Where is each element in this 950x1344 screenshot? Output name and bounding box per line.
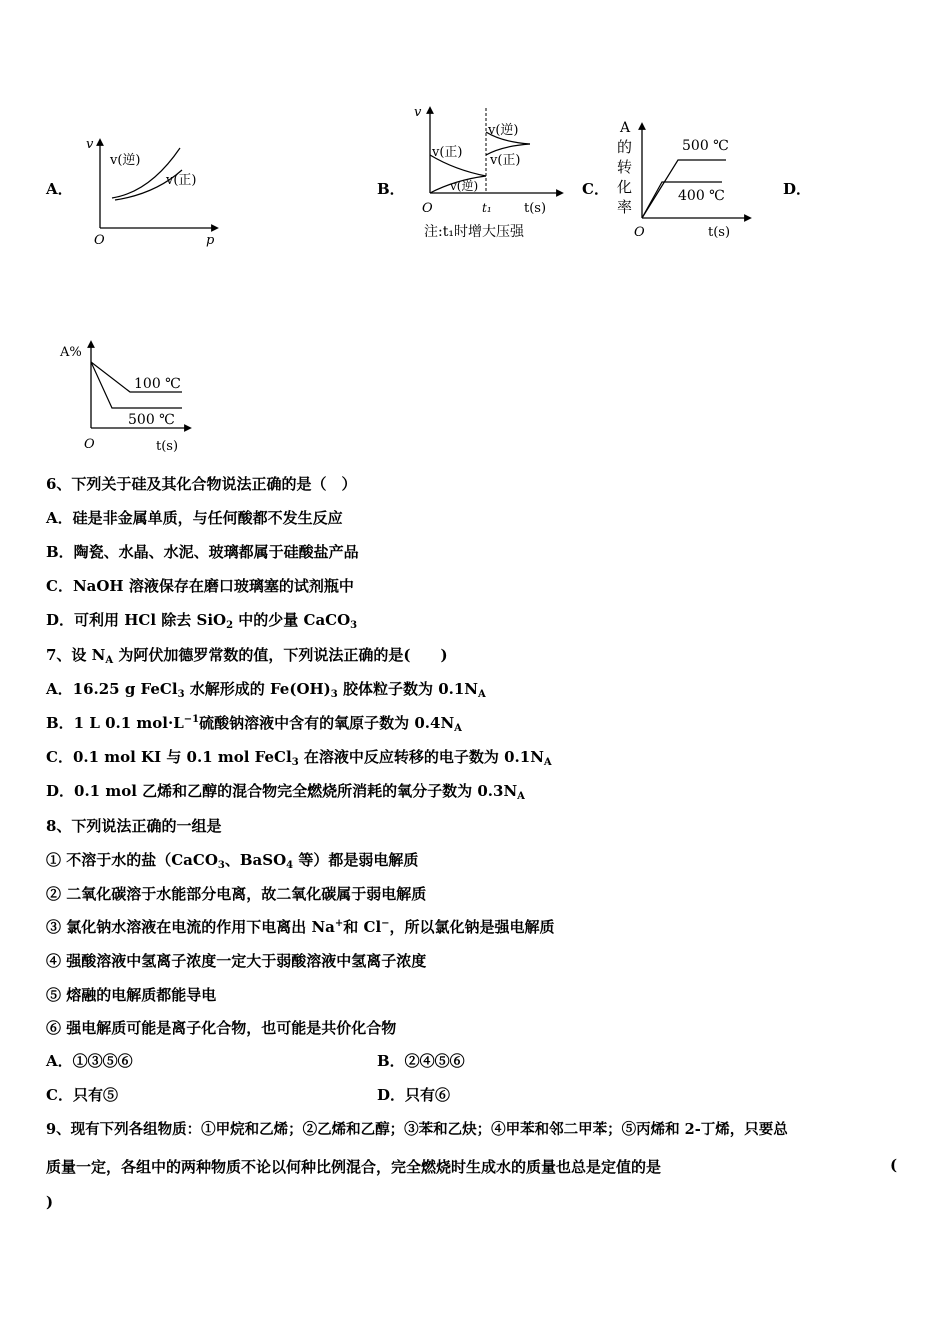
- graph-c-y-char-4: 化: [617, 178, 633, 196]
- q8-statement-4: ④ 强酸溶液中氢离子浓度一定大于弱酸溶液中氢离子浓度: [46, 952, 427, 970]
- graph-b-label-after-reverse: v(逆): [488, 123, 519, 138]
- option-a-label: A．: [46, 180, 73, 198]
- graph-a: [80, 130, 225, 250]
- graph-c-label-low: 400 ℃: [678, 188, 725, 204]
- q9-stem-line-2: 质量一定，各组中的两种物质不论以何种比例混合，完全燃烧时生成水的质量也总是定值的是: [46, 1158, 662, 1176]
- graph-c-y-char-5: 率: [617, 198, 633, 216]
- q6-option-d: D．可利用 HCl 除去 SiO$_2$ 中的少量 CaCO$_3$: [46, 611, 358, 631]
- graph-d: [46, 338, 196, 458]
- q7-option-b: B．1 L 0.1 $mol\cdot L^{-1}$硫酸钠溶液中含有的氧原子数为 $0.4N_A$: [46, 714, 462, 734]
- graph-b-note: 注:t₁时增大压强: [424, 224, 524, 240]
- graph-d-label-low: 500 ℃: [128, 412, 175, 428]
- graph-d-label-high: 100 ℃: [134, 376, 181, 392]
- graph-c-y-char-2: 的: [617, 138, 633, 156]
- graph-c-label-high: 500 ℃: [682, 138, 729, 154]
- graph-b-x-axis: t(s): [524, 201, 547, 216]
- option-d-label: D．: [783, 180, 812, 198]
- graph-c-y-char-1: A: [620, 120, 631, 136]
- graph-c-origin: O: [634, 225, 645, 240]
- q8-option-c: C．只有⑤: [46, 1086, 118, 1104]
- graph-b: [410, 100, 570, 248]
- graph-d-x-axis: t(s): [156, 439, 179, 454]
- q6-option-b: B．陶瓷、水晶、水泥、玻璃都属于硅酸盐产品: [46, 543, 359, 561]
- q7-option-a: A．16.25 g FeCl$_3$ 水解形成的 $Fe(OH)_3$ 胶体粒子数为 $0.1N_A$: [46, 680, 486, 700]
- graph-b-label-before-reverse: v(逆): [450, 179, 479, 193]
- graph-d-y-axis: A%: [60, 345, 82, 360]
- q8-statement-6: ⑥ 强电解质可能是离子化合物，也可能是共价化合物: [46, 1019, 397, 1037]
- graph-a-label-forward: v(正): [166, 173, 197, 188]
- q6-stem: 6、下列关于硅及其化合物说法正确的是（ ）: [46, 475, 357, 493]
- graph-a-origin: O: [94, 233, 105, 248]
- option-c-label: C．: [582, 180, 609, 198]
- graph-a-y-axis: v: [86, 137, 94, 152]
- q7-stem: 7、设 $N_A$ 为阿伏加德罗常数的值，下列说法正确的是( ): [46, 646, 448, 666]
- q9-paren-open: (: [890, 1156, 898, 1174]
- q8-statement-5: ⑤ 熔融的电解质都能导电: [46, 986, 217, 1004]
- graph-b-origin: O: [422, 201, 433, 216]
- q8-statement-2: ② 二氧化碳溶于水能部分电离，故二氧化碳属于弱电解质: [46, 885, 427, 903]
- q7-option-d: D．0.1 mol 乙烯和乙醇的混合物完全燃烧所消耗的氧分子数为 $0.3N_A$: [46, 782, 525, 802]
- q8-option-a: A．①③⑤⑥: [46, 1052, 133, 1070]
- graph-c: [612, 118, 757, 248]
- graph-b-y-axis: v: [414, 105, 422, 120]
- q8-stem: 8、下列说法正确的一组是: [46, 817, 222, 835]
- graph-a-x-axis: p: [206, 233, 215, 248]
- q8-option-b: B．②④⑤⑥: [377, 1052, 465, 1070]
- graph-c-y-char-3: 转: [617, 158, 633, 176]
- graph-b-t1: t₁: [482, 201, 492, 215]
- q8-statement-1: ① 不溶于水的盐（CaCO$_3$、BaSO$_4$ 等）都是弱电解质: [46, 851, 419, 871]
- q8-statement-3: ③ 氯化钠水溶液在电流的作用下电离出 Na+和 Cl−，所以氯化钠是强电解质: [46, 918, 555, 936]
- graph-c-x-axis: t(s): [708, 225, 731, 240]
- graph-a-label-reverse: v(逆): [110, 153, 141, 168]
- graph-b-label-before-forward: v(正): [432, 145, 463, 160]
- graph-d-origin: O: [84, 437, 95, 452]
- q8-option-d: D．只有⑥: [377, 1086, 451, 1104]
- q7-option-c: C．0.1 mol KI 与 0.1 mol FeCl$_3$ 在溶液中反应转移的电子数为 $0.1N_A$: [46, 748, 552, 768]
- q9-paren-close: ): [46, 1193, 54, 1211]
- option-b-label: B．: [377, 180, 405, 198]
- q6-option-a: A．硅是非金属单质，与任何酸都不发生反应: [46, 509, 343, 527]
- q9-stem-line-1: 9、现有下列各组物质：①甲烷和乙烯；②乙烯和乙醇；③苯和乙炔；④甲苯和邻二甲苯；⑤丙烯和 2-丁烯，只要总: [46, 1121, 788, 1138]
- q6-option-c: C．NaOH 溶液保存在磨口玻璃塞的试剂瓶中: [46, 577, 354, 595]
- graph-b-label-after-forward: v(正): [490, 153, 521, 168]
